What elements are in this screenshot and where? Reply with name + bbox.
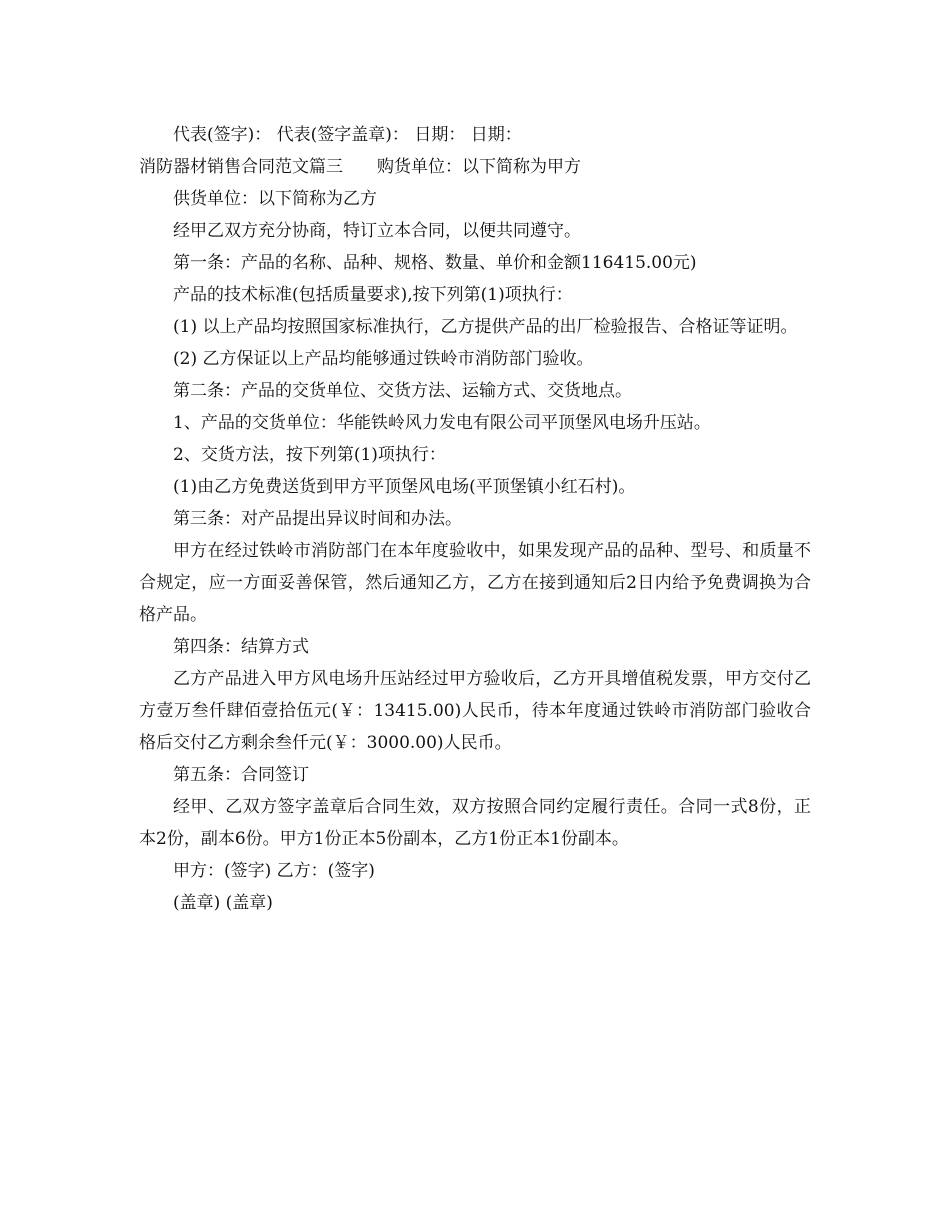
standard-item-1: (1) 以上产品均按照国家标准执行，乙方提供产品的出厂检验报告、合格证等证明。: [173, 317, 798, 337]
article-4-heading: 第四条：结算方式: [173, 637, 309, 657]
section-title-line: 消防器材销售合同范文篇三 购货单位：以下简称为甲方: [139, 157, 581, 177]
delivery-method-item-1: (1)由乙方免费送货到甲方平顶堡风电场(平顶堡镇小红石村)。: [173, 477, 636, 497]
signature-line-top: 代表(签字)： 代表(签字盖章)： 日期： 日期：: [173, 125, 522, 145]
standard-item-2: (2) 乙方保证以上产品均能够通过铁岭市消防部门验收。: [173, 349, 594, 369]
document-body: [139, 119, 811, 919]
article-1-heading: 第一条：产品的名称、品种、规格、数量、单价和金额116415.00元): [173, 253, 697, 273]
delivery-method: 2、交货方法，按下列第(1)项执行：: [173, 445, 446, 465]
objection-terms: 甲方在经过铁岭市消防部门在本年度验收中，如果发现产品的品种、型号、和质量不合规定，应一方面妥善保管，然后通知乙方，乙方在接到通知后2日内给予免费调换为合格产品。: [139, 541, 811, 625]
article-3-heading: 第三条：对产品提出异议时间和办法。: [173, 509, 462, 529]
technical-standard: 产品的技术标准(包括质量要求),按下列第(1)项执行：: [173, 285, 573, 305]
settlement-terms: 乙方产品进入甲方风电场升压站经过甲方验收后，乙方开具增值税发票，甲方交付乙方壹万叁仟肆佰壹拾伍元(￥：13415.00)人民币，待本年度通过铁岭市消防部门验收合格后交付乙方剩余叁仟元(￥：3000.00)人民币。: [139, 669, 811, 753]
agreement-intro: 经甲乙双方充分协商，特订立本合同，以便共同遵守。: [173, 221, 581, 241]
contract-signing-terms: 经甲、乙双方签字盖章后合同生效，双方按照合同约定履行责任。合同一式8份，正本2份，副本6份。甲方1份正本5份副本，乙方1份正本1份副本。: [139, 797, 811, 849]
signature-parties: 甲方：(签字) 乙方：(签字): [173, 861, 375, 881]
supplier-line: 供货单位：以下简称为乙方: [173, 189, 377, 209]
delivery-unit: 1、产品的交货单位：华能铁岭风力发电有限公司平顶堡风电场升压站。: [173, 413, 711, 433]
seal-line: (盖章) (盖章): [173, 893, 273, 913]
article-5-heading: 第五条：合同签订: [173, 765, 309, 785]
article-2-heading: 第二条：产品的交货单位、交货方法、运输方式、交货地点。: [173, 381, 632, 401]
